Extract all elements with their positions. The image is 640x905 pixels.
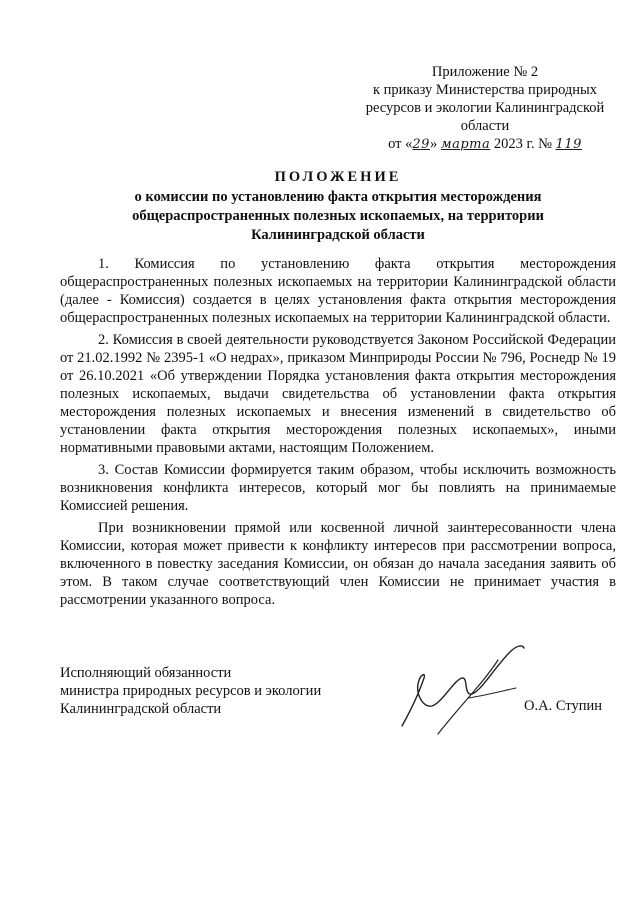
paragraph-1: 1. Комиссия по установлению факта открытия месторождения общераспространенных полезных ископаемых на территории Калининградской области (далее - Комиссия) создается в целях установления факта открытия месторождения общераспространенных полезных ископаемых на территории Калининградской области. [60,256,616,326]
order-number-handwritten: 119 [555,137,582,152]
title-main: ПОЛОЖЕНИЕ [274,169,402,185]
document-body [60,255,616,613]
appendix-ministry: ресурсов и экологии Калининградской [365,100,605,116]
appendix-number: Приложение № 2 [431,64,539,80]
signatory-position [60,664,360,718]
appendix-header [356,63,614,154]
order-prefix: от « [388,136,413,152]
title-line-2: общераспространенных полезных ископаемых, на территории [132,208,544,224]
position-line-2: министра природных ресурсов и экологии [60,683,322,699]
order-year: 2023 г. № [490,136,556,152]
paragraph-2: 2. Комиссия в своей деятельности руководствуется Законом Российской Федерации от 21.02.1992 № 2395-1 «О недрах», приказом Минприроды России № 796, Роснедр № 19 от 26.10.2021 «Об утверждении Порядка установления факта открытия месторождения полезных ископаемых, выдачи свидетельства об установлении факта открытия месторождения полезных ископаемых и внесения изменений в свидетельство об установлении факта открытия месторождения полезных ископаемых», иными нормативными правовыми актами, настоящим Положением. [60,332,616,456]
order-day-handwritten: 29 [412,137,430,152]
order-mid: » [429,136,441,152]
position-line-3: Калининградской области [60,701,222,717]
order-date-line [356,135,614,154]
title-line-3: Калининградской области [251,227,425,243]
title-line-1: о комиссии по установлению факта открытия месторождения [134,189,542,205]
paragraph-4: При возникновении прямой или косвенной личной заинтересованности члена Комиссии, которая может привести к конфликту интересов при рассмотрении вопроса, включенного в повестку заседания Комиссии, он обязан до начала заседания заявить об этом. В таком случае соответствующий член Комиссии не принимает участия в рассмотрении указанного вопроса. [60,520,616,608]
position-line-1: Исполняющий обязанности [60,665,232,681]
appendix-region: области [460,118,510,134]
appendix-order-ref: к приказу Министерства природных [372,82,598,98]
signatory-name: О.А. Ступин [524,698,602,714]
document-title [60,168,616,245]
paragraph-3: 3. Состав Комиссии формируется таким образом, чтобы исключить возможность возникновения конфликта интересов, который мог бы повлиять на принимаемые Комиссией решения. [60,462,616,514]
handwritten-signature [398,638,528,738]
order-month-handwritten: марта [440,137,491,152]
